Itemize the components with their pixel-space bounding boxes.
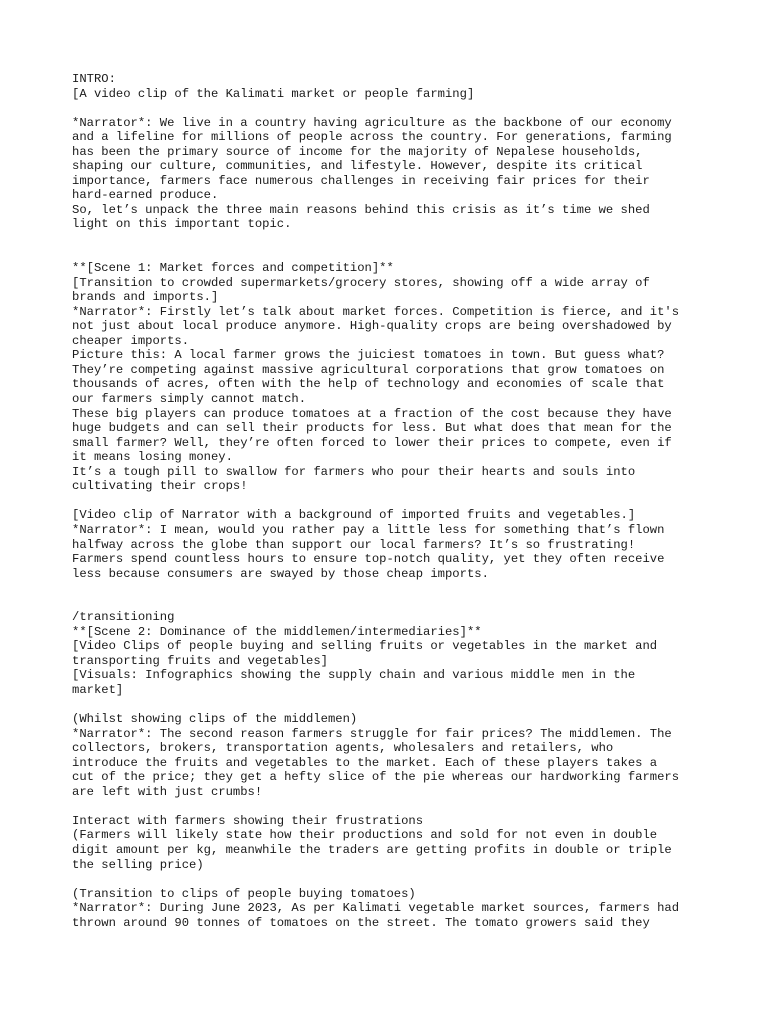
document-text [72, 72, 712, 930]
text-line: thrown around 90 tonnes of tomatoes on the street. The tomato growers said they [72, 915, 650, 930]
text-line: *Narrator*: We live in a country having agriculture as the backbone of our economy [72, 115, 672, 130]
text-line: introduce the fruits and vegetables to the market. Each of these players takes a [72, 755, 658, 770]
text-line: [Video Clips of people buying and selling fruits or vegetables in the market and [72, 639, 658, 654]
text-line: Farmers spend countless hours to ensure top-notch quality, yet they often receive [72, 552, 665, 567]
text-line: /transitioning [72, 610, 175, 625]
text-line: INTRO: [72, 72, 116, 86]
text-line: So, let’s unpack the three main reasons behind this crisis as it’s time we shed [72, 202, 650, 217]
text-line: light on this important topic. [72, 217, 292, 232]
text-line: digit amount per kg, meanwhile the traders are getting profits in double or triple [72, 842, 672, 857]
text-line [72, 872, 712, 887]
text-line [72, 698, 712, 713]
text-line: shaping our culture, communities, and lifestyle. However, despite its critical [72, 159, 643, 174]
text-line: it means losing money. [72, 450, 233, 465]
text-line: cheaper imports. [72, 333, 190, 348]
text-line: brands and imports.] [72, 290, 219, 305]
text-line: transporting fruits and vegetables] [72, 653, 328, 668]
text-line: less because consumers are swayed by those cheap imports. [72, 566, 489, 581]
text-line: [Visuals: Infographics showing the supply chain and various middle men in the [72, 668, 636, 683]
text-line: Interact with farmers showing their frustrations [72, 813, 424, 828]
text-line: They’re competing against massive agricultural corporations that grow tomatoes on [72, 362, 665, 377]
text-line [72, 799, 712, 814]
text-line: [A video clip of the Kalimati market or people farming] [72, 86, 475, 101]
text-line: (Whilst showing clips of the middlemen) [72, 712, 358, 727]
text-line: (Farmers will likely state how their productions and sold for not even in double [72, 828, 658, 843]
text-line: *Narrator*: Firstly let’s talk about market forces. Competition is fierce, and it's [72, 304, 680, 319]
text-line [72, 581, 712, 596]
text-line: are left with just crumbs! [72, 784, 263, 799]
text-line: cut of the price; they get a hefty slice of the pie whereas our hardworking farmers [72, 770, 680, 785]
text-line: cultivating their crops! [72, 479, 248, 494]
text-line [72, 101, 712, 116]
text-line: It’s a tough pill to swallow for farmers who pour their hearts and souls into [72, 464, 636, 479]
text-line [72, 494, 712, 509]
text-line: [Transition to crowded supermarkets/grocery stores, showing off a wide array of [72, 275, 650, 290]
text-line: small farmer? Well, they’re often forced to lower their prices to compete, even if [72, 435, 672, 450]
text-line: [Video clip of Narrator with a background of imported fruits and vegetables.] [72, 508, 636, 523]
text-line: *Narrator*: During June 2023, As per Kalimati vegetable market sources, farmers had [72, 901, 680, 916]
text-line: *Narrator*: The second reason farmers struggle for fair prices? The middlemen. The [72, 726, 672, 741]
text-line: Picture this: A local farmer grows the juiciest tomatoes in town. But guess what? [72, 348, 665, 363]
text-line: huge budgets and can sell their products for less. But what does that mean for the [72, 421, 672, 436]
text-line: has been the primary source of income for the majority of Nepalese households, [72, 144, 643, 159]
text-line: the selling price) [72, 857, 204, 872]
text-line [72, 596, 712, 611]
text-line: **[Scene 2: Dominance of the middlemen/intermediaries]** [72, 624, 482, 639]
text-line: thousands of acres, often with the help of technology and economies of scale that [72, 377, 665, 392]
text-line: **[Scene 1: Market forces and competition]** [72, 261, 394, 276]
text-line [72, 232, 712, 247]
text-line: halfway across the globe than support our local farmers? It’s so frustrating! [72, 537, 636, 552]
text-line: *Narrator*: I mean, would you rather pay a little less for something that’s flown [72, 522, 665, 537]
text-line: market] [72, 682, 124, 697]
text-line: not just about local produce anymore. High-quality crops are being overshadowed by [72, 319, 672, 334]
text-line [72, 247, 712, 262]
text-line: hard-earned produce. [72, 188, 219, 203]
text-line: and a lifeline for millions of people across the country. For generations, farming [72, 130, 672, 145]
text-line: These big players can produce tomatoes at a fraction of the cost because they have [72, 406, 672, 421]
text-line: collectors, brokers, transportation agents, wholesalers and retailers, who [72, 741, 614, 756]
text-line: importance, farmers face numerous challenges in receiving fair prices for their [72, 173, 650, 188]
text-line: our farmers simply cannot match. [72, 392, 307, 407]
text-line: (Transition to clips of people buying tomatoes) [72, 886, 416, 901]
